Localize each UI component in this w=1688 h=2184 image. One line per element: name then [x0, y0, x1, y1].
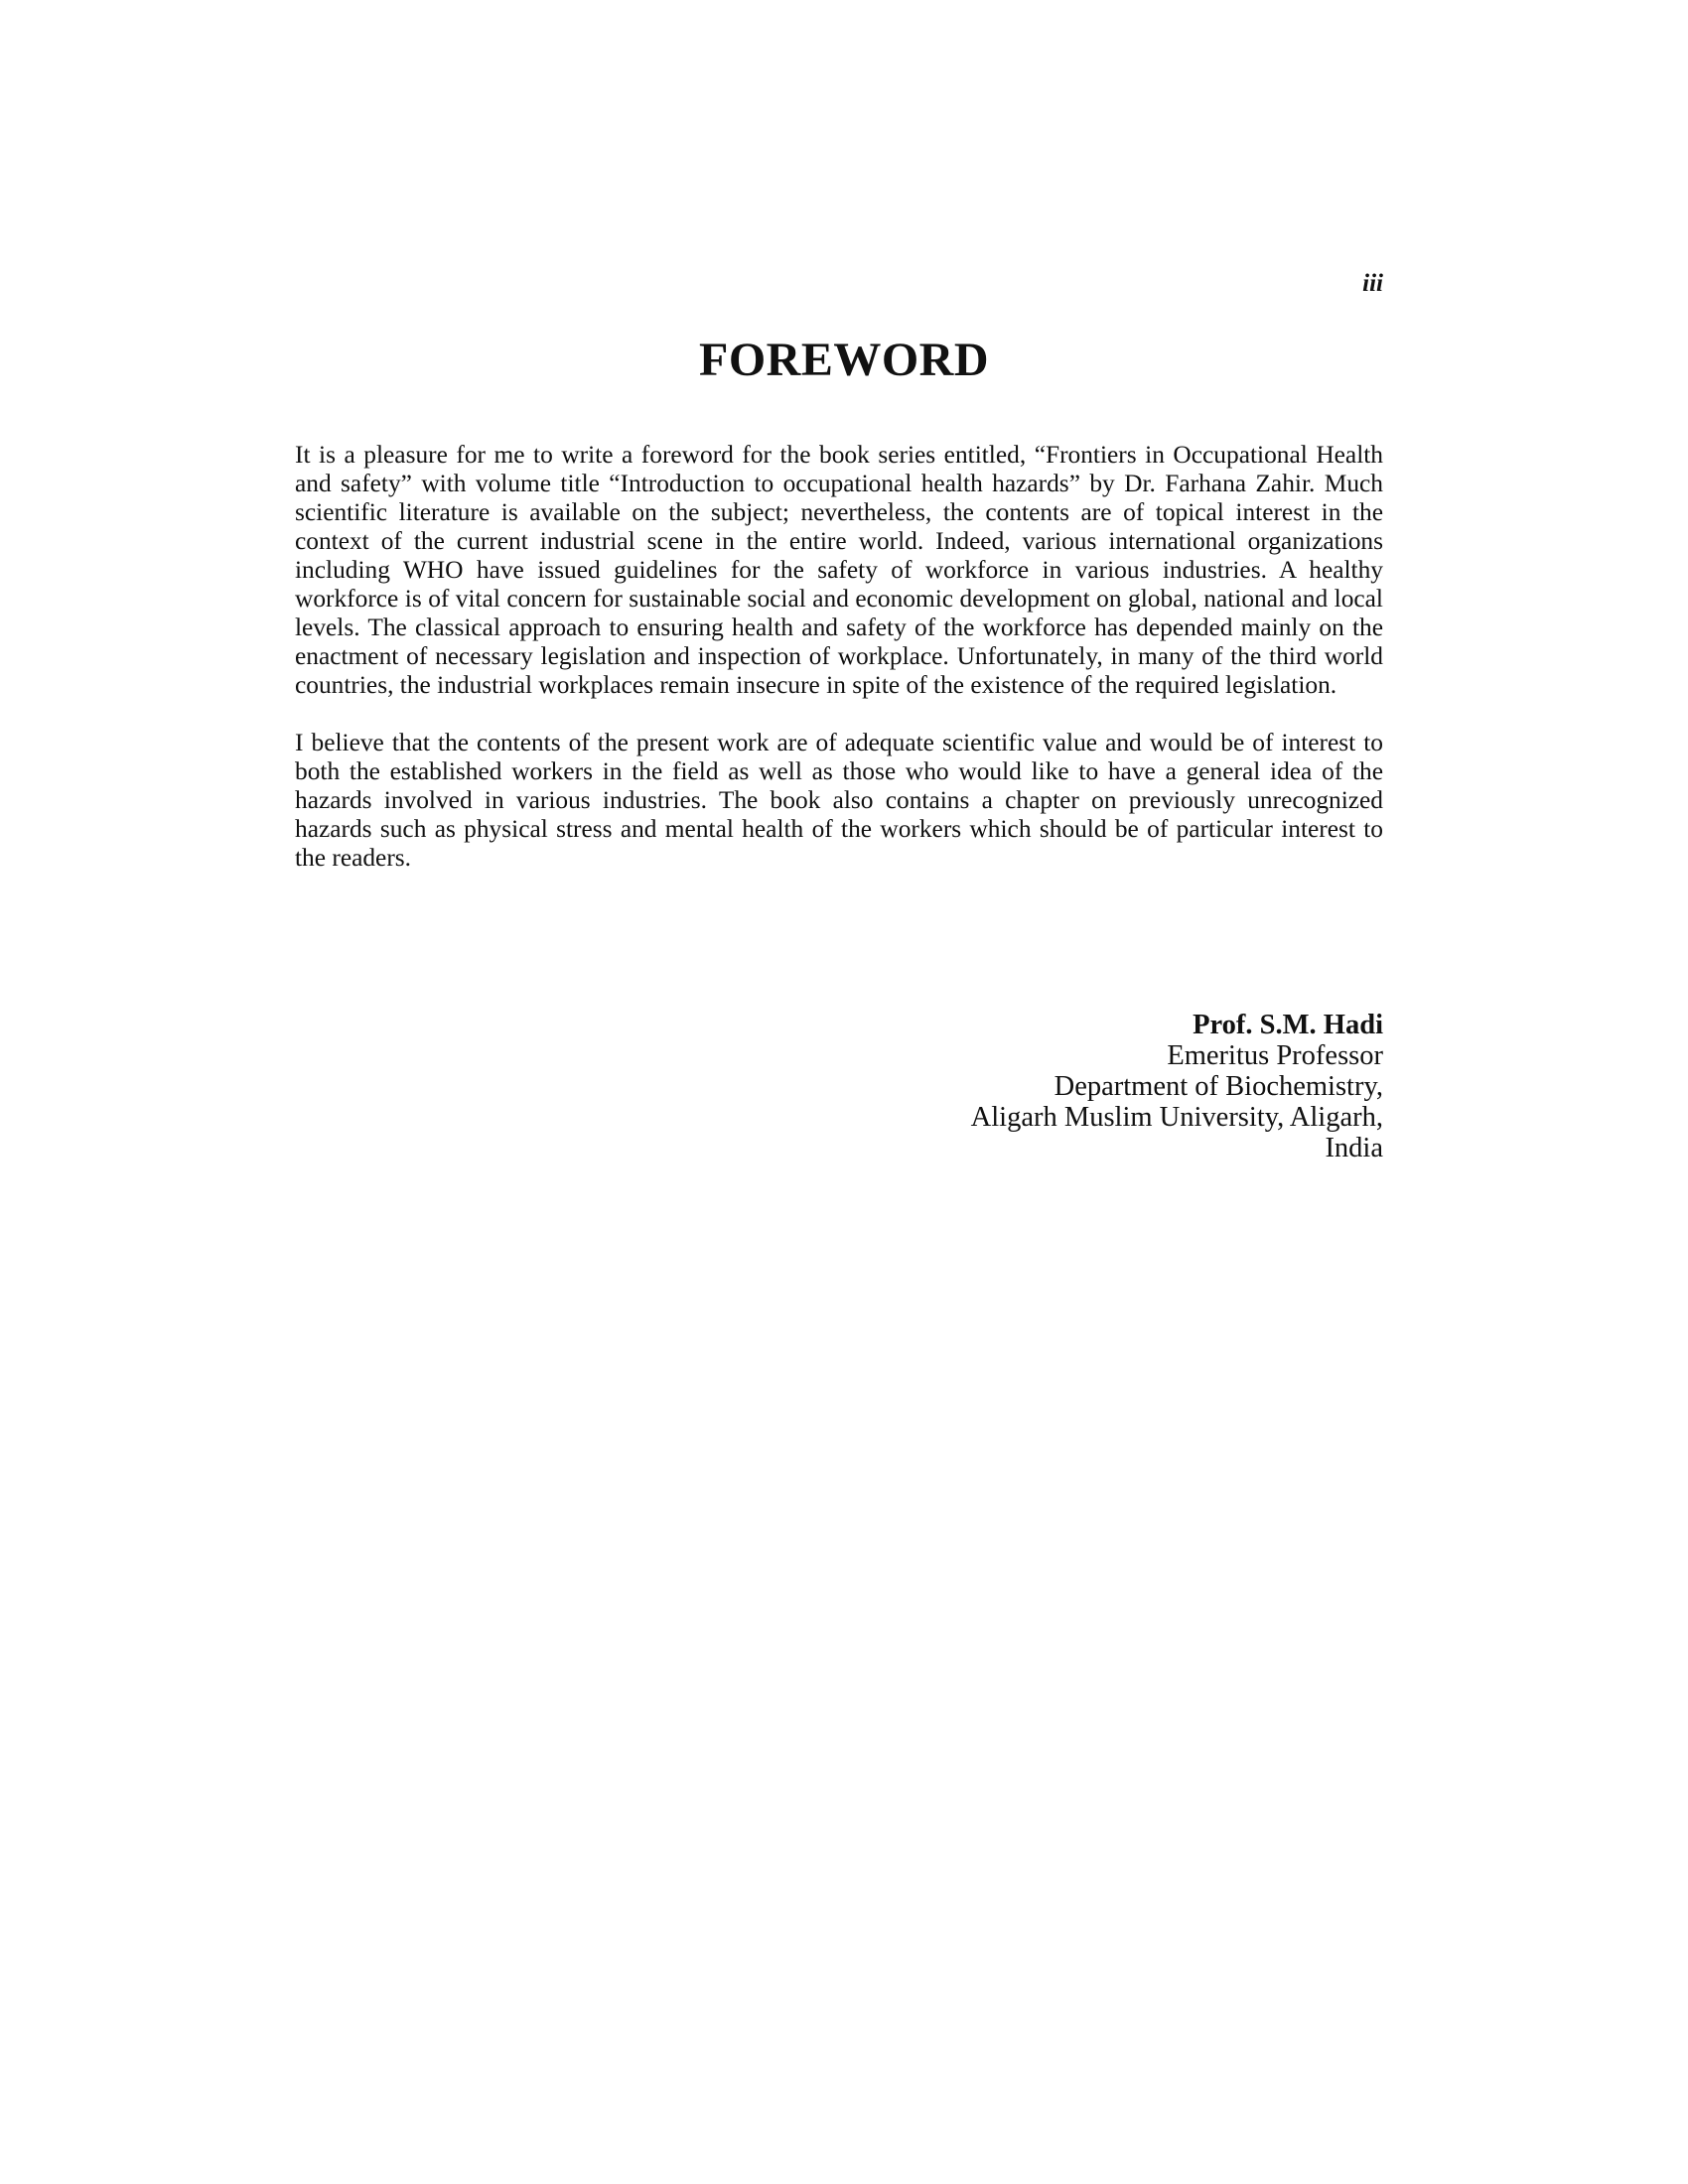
foreword-body	[295, 441, 1383, 901]
author-position: Emeritus Professor	[1167, 1040, 1383, 1071]
author-name: Prof. S.M. Hadi	[1193, 1010, 1383, 1040]
signature-block	[971, 1010, 1383, 1163]
page-number: iii	[1362, 270, 1383, 297]
paragraph: I believe that the contents of the present work are of adequate scientific value and would be of interest to both the established workers in the field as well as those who would like to have a general idea of the hazards involved in various industries. The book also contains a chapter on previously unrecognized hazards such as physical stress and mental health of the workers which should be of particular interest to the readers.	[295, 729, 1383, 872]
page-title: FOREWORD	[699, 334, 989, 386]
paragraph: It is a pleasure for me to write a foreword for the book series entitled, “Frontiers in Occupational Health and safety” with volume title “Introduction to occupational health hazards” by Dr. Farhana Zahir. Much scientific literature is available on the subject; nevertheless, the contents are of topical interest in the context of the current industrial scene in the entire world. Indeed, various international organizations including WHO have issued guidelines for the safety of workforce in various industries. A healthy workforce is of vital concern for sustainable social and economic development on global, national and local levels. The classical approach to ensuring health and safety of the workforce has depended mainly on the enactment of necessary legislation and inspection of workplace. Unfortunately, in many of the third world countries, the industrial workplaces remain insecure in spite of the existence of the required legislation.	[295, 441, 1383, 699]
author-institution: Aligarh Muslim University, Aligarh,	[970, 1102, 1383, 1133]
author-country: India	[1325, 1133, 1383, 1163]
author-department: Department of Biochemistry,	[1054, 1071, 1383, 1102]
